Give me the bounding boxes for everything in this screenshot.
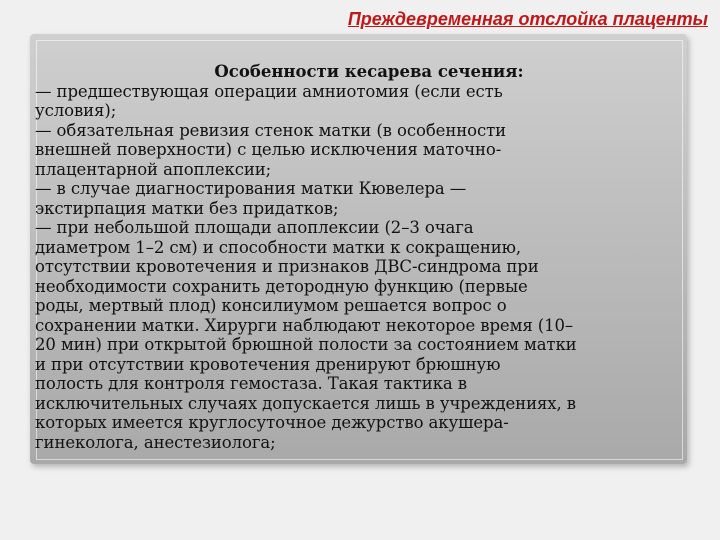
text-line: сохранении матки. Хирурги наблюдают некоторое время (10–: [35, 315, 574, 335]
text-line: экстирпация матки без придатков;: [35, 198, 339, 218]
text-line: исключительных случаях допускается лишь в учреждениях, в: [35, 393, 576, 413]
slide-title: Преждевременная отслойка плаценты: [347, 9, 708, 29]
text-line: — предшествующая операции амниотомия (если есть: [35, 81, 503, 101]
text-line: — при небольшой площади апоплексии (2–3 очага: [35, 218, 474, 237]
text-line: которых имеется круглосуточное дежурство акушера-: [35, 413, 509, 432]
text-line: диаметром 1–2 см) и способности матки к сокращению,: [35, 237, 522, 257]
content-text: [35, 62, 695, 452]
text-line: — в случае диагностирования матки Кювелера —: [35, 179, 467, 198]
text-line: внешней поверхности) с целью исключения маточно-: [35, 140, 502, 159]
text-line: отсутствии кровотечения и признаков ДВС-синдрома при: [35, 257, 539, 276]
text-line: роды, мертвый плод) консилиумом решается вопрос о: [35, 296, 507, 315]
text-line: — обязательная ревизия стенок матки (в особенности: [35, 120, 507, 140]
text-line: необходимости сохранить детородную функцию (первые: [35, 276, 528, 296]
text-line: условия);: [35, 101, 117, 120]
text-line: полость для контроля гемостаза. Такая тактика в: [35, 374, 467, 393]
text-line: плацентарной апоплексии;: [35, 159, 272, 179]
text-line: гинеколога, анестезиолога;: [35, 432, 276, 452]
text-line: и при отсутствии кровотечения дренируют брюшную: [35, 354, 501, 374]
text-line: 20 мин) при открытой брюшной полости за состоянием матки: [35, 335, 577, 354]
section-heading: Особенности кесарева сечения:: [214, 62, 524, 81]
